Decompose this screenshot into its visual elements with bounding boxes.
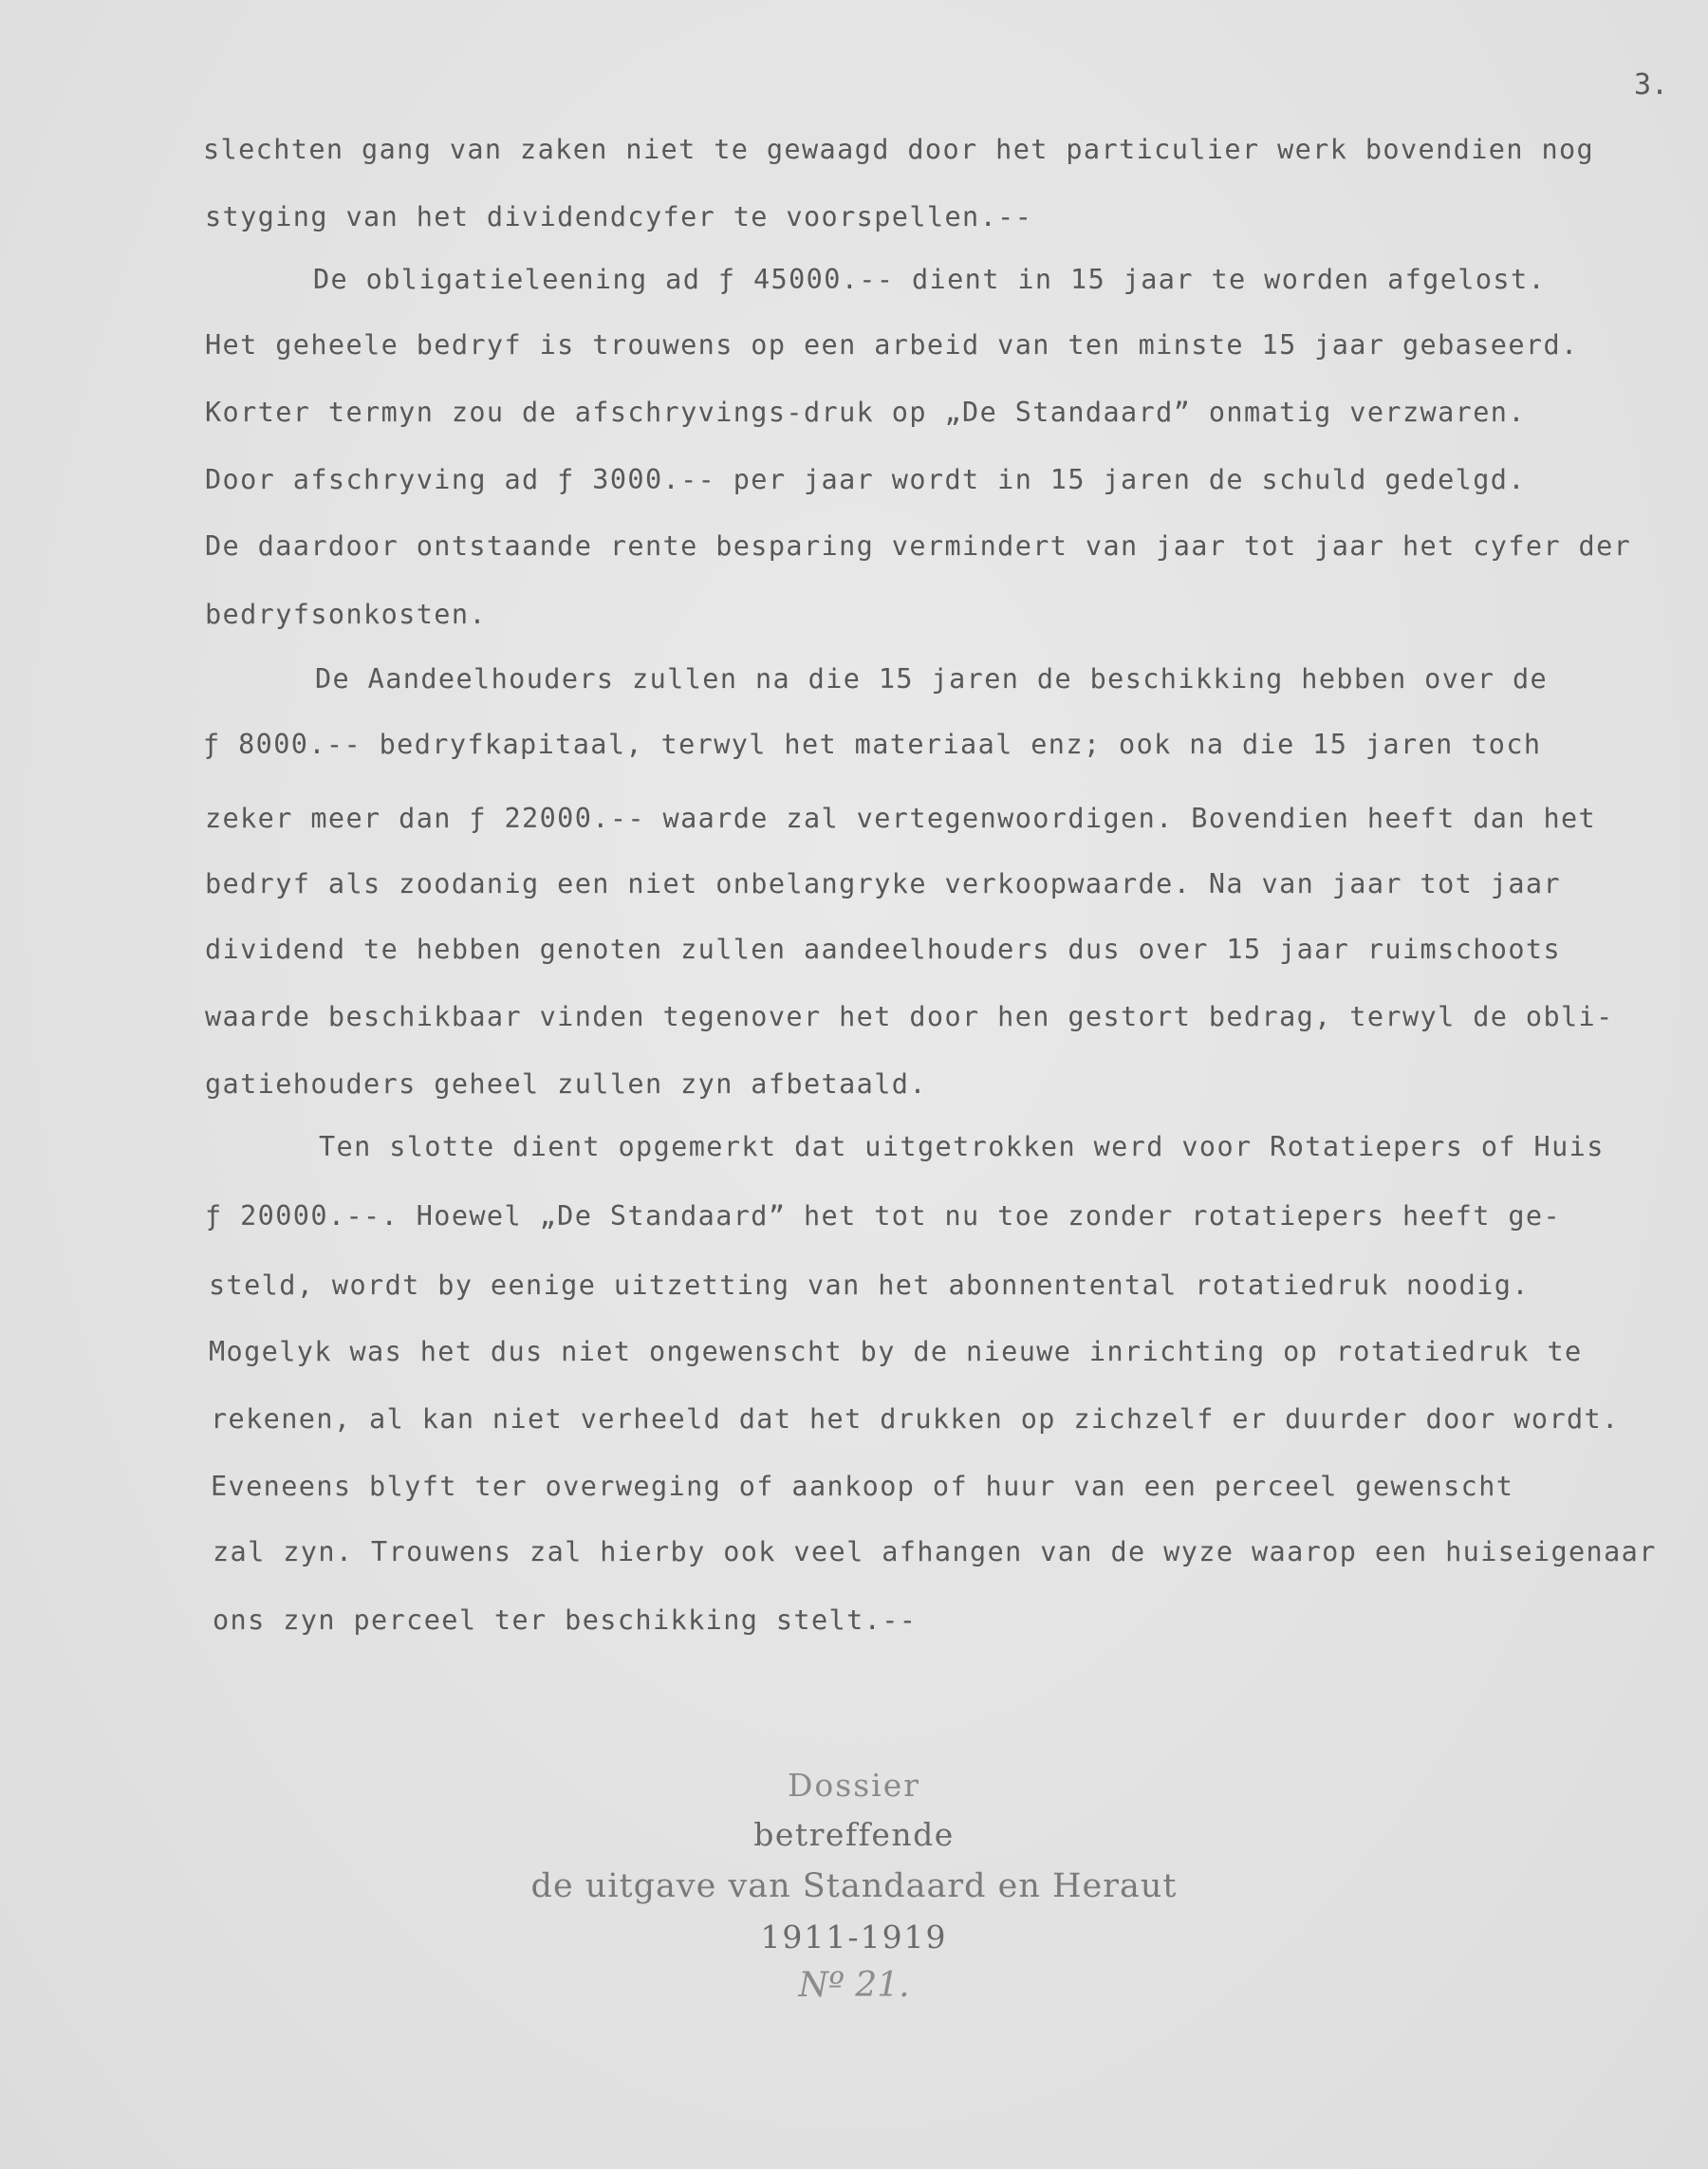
- body-line-9: De Aandeelhouders zullen na die 15 jaren de beschikking hebben over de: [315, 663, 1549, 695]
- body-line-18: steld, wordt by eenige uitzetting van het abonnentental rotatiedruk noodig.: [209, 1270, 1530, 1301]
- body-line-15: gatiehouders geheel zullen zyn afbetaald.: [205, 1068, 927, 1100]
- body-line-16: Ten slotte dient opgemerkt dat uitgetrokken werd voor Rotatiepers of Huis: [319, 1131, 1605, 1162]
- stamp-subtitle: betreffende: [753, 1816, 955, 1853]
- body-line-2: styging van het dividendcyfer te voorspellen.--: [205, 201, 1033, 232]
- body-line-20: rekenen, al kan niet verheeld dat het drukken op zichzelf er duurder door wordt.: [211, 1403, 1620, 1435]
- body-line-21: Eveneens blyft ter overweging of aankoop of huur van een perceel gewenscht: [211, 1471, 1514, 1502]
- body-line-22: zal zyn. Trouwens zal hierby ook veel afhangen van de wyze waarop een huiseigenaar: [213, 1536, 1657, 1567]
- body-line-14: waarde beschikbaar vinden tegenover het door hen gestort bedrag, terwyl de obli-: [205, 1001, 1614, 1032]
- body-line-10: ƒ 8000.-- bedryfkapitaal, terwyl het materiaal enz; ook na die 15 jaren toch: [203, 729, 1542, 760]
- body-line-8: bedryfsonkosten.: [205, 599, 487, 630]
- body-line-6: Door afschryving ad ƒ 3000.-- per jaar wordt in 15 jaren de schuld gedelgd.: [205, 464, 1526, 495]
- body-line-11: zeker meer dan ƒ 22000.-- waarde zal vertegenwoordigen. Bovendien heeft dan het: [205, 803, 1597, 834]
- body-line-23: ons zyn perceel ter beschikking stelt.--: [213, 1604, 918, 1636]
- stamp-title: Dossier: [787, 1767, 921, 1804]
- body-line-19: Mogelyk was het dus niet ongewenscht by de nieuwe inrichting op rotatiedruk te: [209, 1336, 1583, 1367]
- stamp-years: 1911-1919: [760, 1919, 948, 1956]
- stamp-number: Nº 21.: [798, 1966, 910, 2005]
- stamp-description: de uitgave van Standaard en Heraut: [530, 1867, 1178, 1905]
- page-number: 3.: [1634, 68, 1669, 102]
- body-line-3: De obligatieleening ad ƒ 45000.-- dient in 15 jaar te worden afgelost.: [313, 264, 1547, 295]
- body-line-13: dividend te hebben genoten zullen aandeelhouders dus over 15 jaar ruimschoots: [205, 934, 1561, 965]
- body-line-17: ƒ 20000.--. Hoewel „De Standaard” het tot nu toe zonder rotatiepers heeft ge-: [205, 1200, 1561, 1232]
- body-line-12: bedryf als zoodanig een niet onbelangryke verkoopwaarde. Na van jaar tot jaar: [205, 868, 1561, 899]
- body-line-5: Korter termyn zou de afschryvings-druk op „De Standaard” onmatig verzwaren.: [205, 397, 1526, 428]
- body-line-4: Het geheele bedryf is trouwens op een arbeid van ten minste 15 jaar gebaseerd.: [205, 329, 1579, 361]
- body-line-1: slechten gang van zaken niet te gewaagd door het particulier werk bovendien nog: [203, 134, 1595, 165]
- body-line-7: De daardoor ontstaande rente besparing vermindert van jaar tot jaar het cyfer der: [205, 530, 1632, 562]
